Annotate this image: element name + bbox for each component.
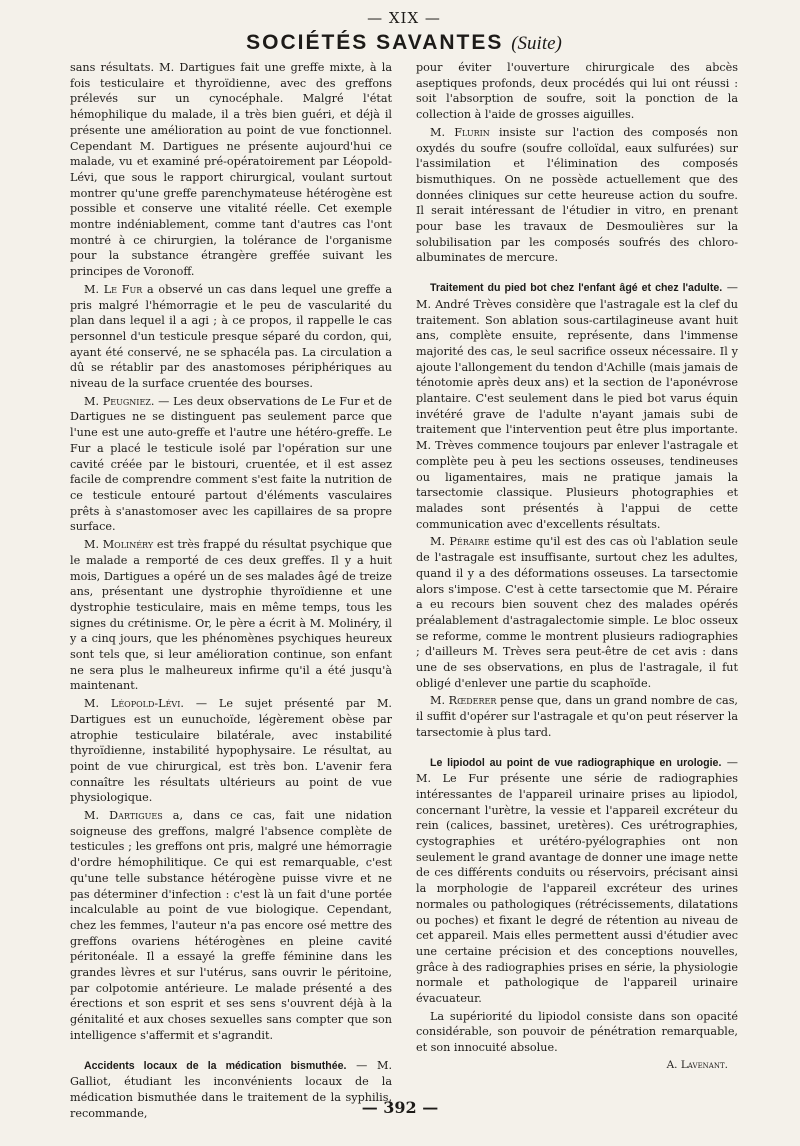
paragraph-text: — Le sujet présenté par M. Dartigues est un eunuchoïde, légèrement obèse par atrophie testiculaire bilatérale, avec instabilité thyroïdienne, instabilité hypophysaire. Le résultat, au point de vue chirurgical, est très bon. L'avenir fera connaître les résultats ultérieurs au point de vue physiologique. (70, 697, 392, 805)
paragraph-text: est très frappé du résultat psychique que le malade a remporté de ces deux greffes. Il y a huit mois, Dartigues a opéré un de ses malades âgé de treize ans, présentant une dystrophie thyroïdienne et une dystrophie testiculaire, mais en même temps, tous les signes du crétinisme. Or, le père a écrit à M. Molinéry, il y a cinq jours, que les phénomènes psychiques heureux sont tels que, si leur amélioration continue, son enfant ne sera plus le malheureux infirme qu'il a été jusqu'à maintenant. (70, 538, 393, 693)
paragraph-text: pense que, dans un grand nombre de cas, il suffit d'opérer sur l'astragale et qu'on peut réserver la tarsectomie à plus tard. (416, 694, 738, 739)
paragraph-text: — M. Le Fur présente une série de radiographies intéressantes de l'appareil urinaire prises au lipiodol, concernant l'urètre, la vessie et l'appareil excréteur du rein (calices, bassinet, uretères). Ces urétrographies, cystographies et urétéro-pyélographies ont non seulement le grand avantage de donner une image nette de ces différents conduits ou réservoirs, précisant ainsi la morphologie de l'appareil excréteur des urines normales ou pathologiques (rétrécissements, dilatations ou poches) et fixant le degré de rétention au niveau de cet appareil. Mais elles permettent aussi d'étudier avec une certaine précision et des conceptions nouvelles, grâce à des radiographies prises en série, la physiologie normale et pathologique de l'appareil urinaire évacuateur. (416, 755, 738, 1006)
paragraph-text: a observé un cas dans lequel une greffe a pris malgré l'hémorragie et le peu de vascularité du plan dans lequel il a agi ; à ce propos, il rappelle le cas personnel d'un testicule presque séparé du cordon, qui, ayant été conservé, ne se sphacéla pas. La circulation a dû se rétablir par des anastomoses périphériques au niveau de la surface cruentée des bourses. (70, 282, 393, 391)
paragraph (70, 537, 392, 694)
paragraph (70, 394, 392, 535)
speaker-name: M. Dartigues (84, 809, 163, 823)
section-header (70, 28, 738, 58)
speaker-name: M. Le Fur (84, 282, 143, 296)
paragraph (416, 534, 738, 691)
paragraph: pour éviter l'ouverture chirurgicale des abcès aseptiques profonds, deux procédés qui lui ont réussi : soit l'absorption de soufre, soit la ponction de la collection à l'aide de grosses aiguilles. (416, 61, 738, 122)
paragraph (70, 696, 392, 806)
paragraph-text: — M. Galliot, étudiant les inconvénients locaux de la médication bismuthée dans le traitement de la syphilis, recommande, (70, 1058, 393, 1120)
section-title: SOCIÉTÉS SAVANTES (246, 31, 504, 54)
paragraph-text: a, dans ce cas, fait une nidation soigneuse des greffons, malgré l'absence complète de testicules ; les greffons ont pris, malgré une hémorragie d'ordre hémophilitique. Ce qui est remarquable, c'est qu'une telle substance hétérogène puisse vivre et ne pas déterminer d'infection : c'est là un fait d'une portée incalculable au point de vue biologique. Cependant, chez les femmes, l'auteur n'a pas encore osé mettre des greffons ovariens hétérogènes en pleine cavité péritonéale. Il a essayé la greffe féminine dans les grandes lèvres et sur l'utérus, sans ouvrir le péritoine, par colpotomie antérieure. Le malade présenté a des érections et son esprit et ses sens s'ouvrent déjà à la génitalité et aux choses sexuelles sans compter que son intelligence s'affermit et s'agrandit. (70, 809, 392, 1042)
right-column (416, 60, 738, 1123)
paragraph (70, 808, 392, 1044)
section-suite: (Suite) (511, 33, 562, 54)
paragraph: La supériorité du lipiodol consiste dans son opacité considérable, son pouvoir de pénétration remarquable, et son innocuité absolue. (416, 1009, 738, 1055)
paragraph-text: estime qu'il est des cas où l'ablation seule de l'astragale est insuffisante, surtout chez les adultes, quand il y a des déformations osseuses. La tarsectomie alors s'impose. C'est à cette tarsectomie que M. Péraire a eu recours bien souvent chez des malades opérés préalablement d'astragalectomie simple. Le bloc osseux se reforme, comme le montrent plusieurs radiographies ; d'ailleurs M. Trèves sera peut-être de cet avis : dans une de ses observations, en plus de l'astragale, il fut obligé d'enlever une partie du scaphoïde. (416, 535, 738, 690)
section-heading: Le lipiodol au point de vue radiographique en urologie. (430, 756, 722, 769)
section-heading: Accidents locaux de la médication bismuthée. (84, 1059, 347, 1072)
paragraph-text: — M. André Trèves considère que l'astragale est la clef du traitement. Son ablation sous-cartilagineuse avant huit ans, complète ensuite, représente, dans l'immense majorité des cas, le seul sacrifice osseux nécessaire. Il y ajoute l'allongement du tendon d'Achille (mais jamais de ténotomie après deux ans) et la section de l'aponévrose plantaire. C'est seulement dans le pied bot varus équin invétéré grave de l'adulte n'ayant jamais subi de traitement que l'intervention peut être plus importante. M. Trèves commence toujours par enlever l'astragale et complète peu à peu les sections osseuses, tendineuses ou ligamentaires, mais ne pratique jamais la tarsectomie classique. Plusieurs photographies et malades sont présentés à l'appui de cette communication avec d'excellents résultats. (416, 281, 738, 531)
article-columns (70, 60, 738, 1123)
paragraph: sans résultats. M. Dartigues fait une greffe mixte, à la fois testiculaire et thyroïdienne, avec des greffons prélevés sur un cynocéphale. Malgré l'état hémophilique du malade, il a très bien guéri, et déjà il présente une amélioration au point de vue fonctionnel. Cependant M. Dartigues ne présente aujourd'hui ce malade, vu et examiné pré-opératoirement par Léopold-Lévi, que sous le rapport chirurgical, voulant surtout montrer qu'une greffe parenchymateuse hétérogène est possible et conserve une vitalité réelle. Cet exemple montre indéniablement, comme tant d'autres cas l'ont montré à ce chirurgien, la tolérance de l'organisme pour la substance étrangère greffée suivant les principes de Voronoff. (70, 61, 392, 279)
speaker-name: M. Léopold-Lévi. (84, 697, 184, 711)
page-number: — 392 — (361, 1098, 439, 1117)
speaker-name: M. Peugniez. (84, 394, 155, 408)
paragraph-text: — Les deux observations de Le Fur et de Dartigues ne se distinguent pas seulement parce que l'une est une auto-greffe et l'autre une hétéro-greffe. Le Fur a placé le testicule isolé par l'opération sur une cavité créée par le bistouri, cruentée, et il est assez facile de comprendre comment s'est faite la nutrition de ce testicule entouré partout d'éléments vasculaires prêts à s'anastomoser avec les capillaires de sa propre surface. (70, 394, 392, 534)
author-signature: A. Lavenant. (666, 1058, 728, 1071)
paragraph (416, 280, 738, 532)
paragraph (416, 125, 738, 266)
paragraph (416, 693, 738, 740)
speaker-name: M. Flurin (430, 125, 490, 139)
paragraph (416, 755, 738, 1007)
section-gap (416, 268, 738, 280)
speaker-name: M. Molinéry (84, 538, 154, 552)
left-column (70, 60, 392, 1123)
paragraph-text: insiste sur l'action des composés non oxydés du soufre (soufre colloïdal, eaux sulfurées) sur l'assimilation et l'élimination des composés bismuthiques. On ne possède actuellement que des données cliniques sur cette heureuse action du soufre. Il serait intéressant de l'étudier in vitro, en prenant pour base les travaux de Desmoulières sur la solubilisation par les composés soufrés des chloro-albuminates de mercure. (416, 125, 738, 265)
paragraph (70, 282, 392, 392)
section-gap (416, 743, 738, 755)
speaker-name: M. Péraire (430, 535, 490, 549)
section-gap (70, 1046, 392, 1058)
roman-page-numeral: — XIX — (367, 9, 441, 27)
section-heading: Traitement du pied bot chez l'enfant âgé et chez l'adulte. (430, 282, 723, 295)
speaker-name: M. Rœderer (430, 694, 497, 708)
